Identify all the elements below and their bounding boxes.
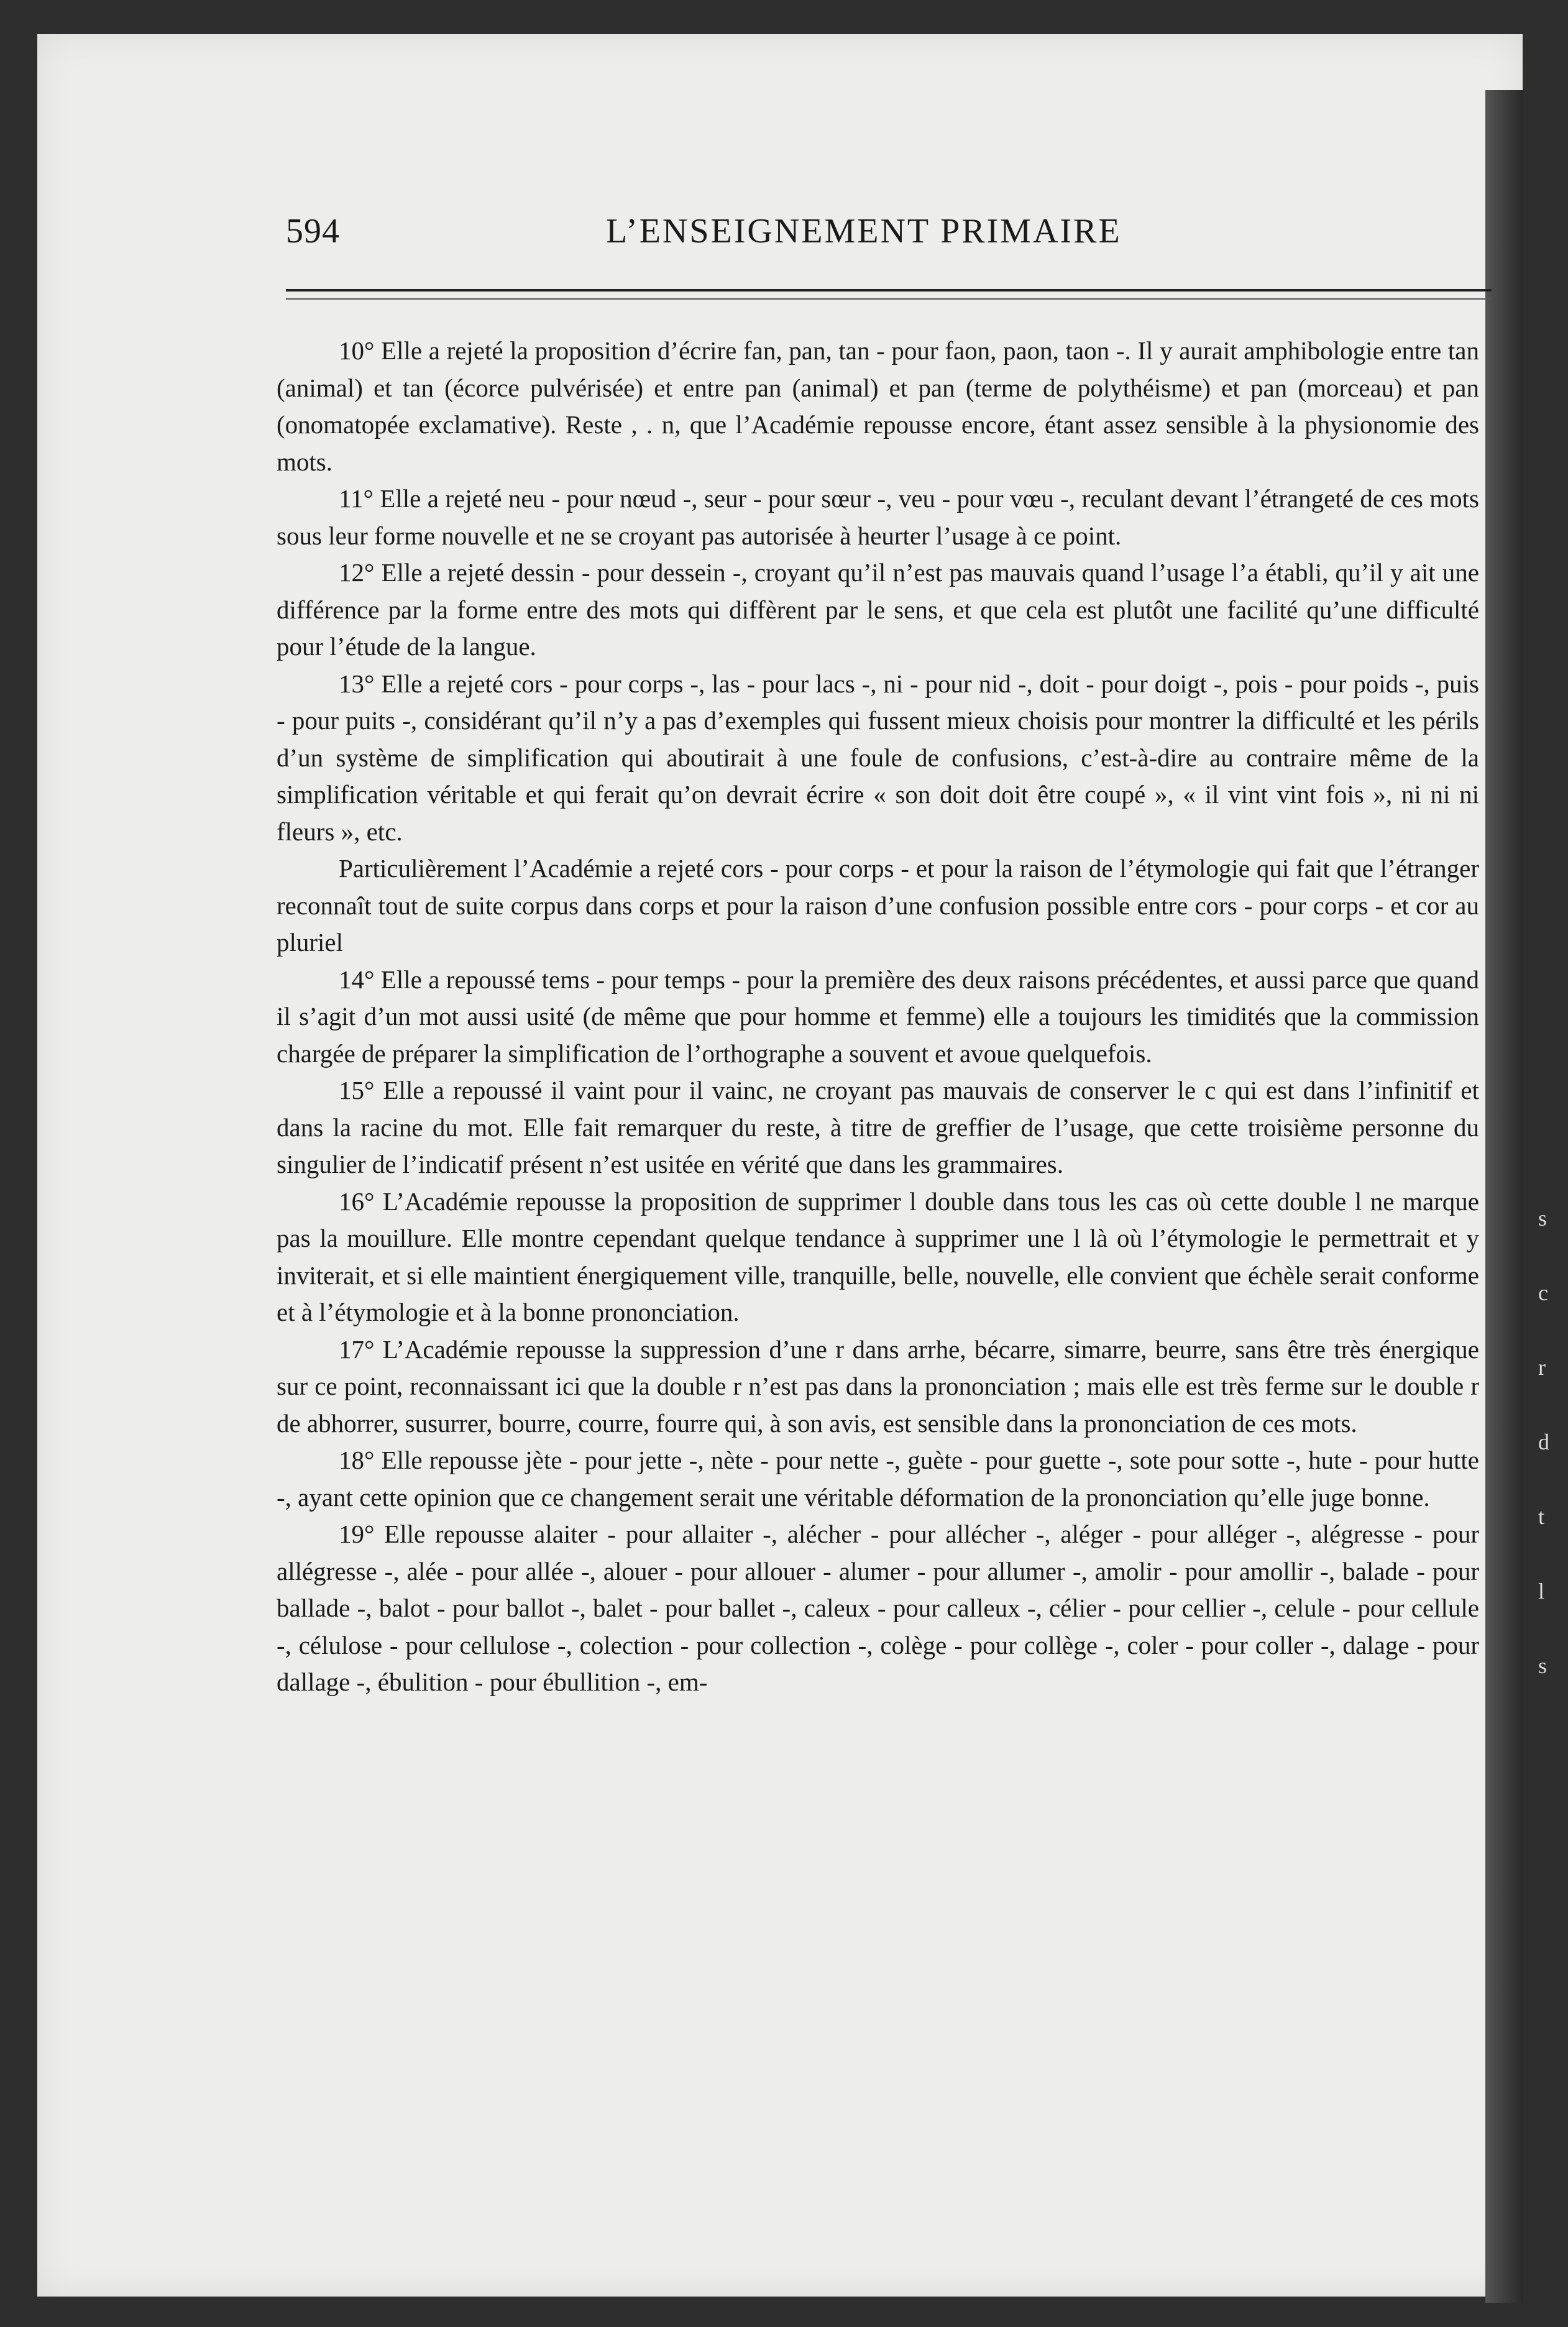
paragraph-10: 10° Elle a rejeté la proposition d’écrire fan, pan, tan - pour faon, paon, taon -. Il y aurait amphibologie entre tan (animal) et tan (écorce pulvérisée) et entre pan (animal) et pan (terme de polythéisme) et pan (morceau) et pan (onomatopée exclamative). Reste , . n, que l’Académie repousse encore, étant assez sensible à la physionomie des mots. (277, 336, 1479, 476)
margin-mark: d (1538, 1430, 1549, 1454)
margin-mark: r (1538, 1355, 1546, 1380)
paragraph-14: 14° Elle a repoussé tems - pour temps - pour la première des deux raisons précédentes, et aussi parce que quand il s’agit d’un mot aussi usité (de même que pour homme et femme) elle a toujours les timidités que la commission chargée de préparer la simplification de l’orthographe a souvent et avoue quelquefois. (277, 965, 1479, 1068)
body-text (277, 333, 1479, 1701)
paragraph-11: 11° Elle a rejeté neu - pour nœud -, seur - pour sœur -, veu - pour vœu -, reculant devant l’étrangeté de ces mots sous leur forme nouvelle et ne se croyant pas autorisée à heurter l’usage à ce point. (277, 484, 1479, 550)
paragraph-16: 16° L’Académie repousse la proposition de supprimer l double dans tous les cas où cette double l ne marque pas la mouillure. Elle montre cependant quelque tendance à supprimer une l là où l’étymologie le permettrait et y inviterait, et si elle maintient énergiquement ville, tranquille, belle, nouvelle, elle convient que échèle serait conforme et à l’étymologie et à la bonne prononciation. (277, 1186, 1479, 1326)
paragraph-15: 15° Elle a repoussé il vaint pour il vainc, ne croyant pas mauvais de conserver le c qui est dans l’infinitif et dans la racine du mot. Elle fait remarquer du reste, à titre de greffier de l’usage, que cette troisième personne du singulier de l’indicatif présent n’est usitée en vérité que dans les grammaires. (277, 1076, 1479, 1178)
margin-mark: t (1538, 1504, 1545, 1529)
paragraph-18: 18° Elle repousse jète - pour jette -, nète - pour nette -, guète - pour guette -, sote pour sotte -, hute - pour hutte -, ayant cette opinion que ce changement serait une véritable déformation de la prononciation qu’elle juge bonne. (277, 1446, 1479, 1512)
header-rule-thin (286, 298, 1492, 300)
page-number: 594 (286, 212, 340, 250)
spine-margin-marks (1538, 1181, 1563, 1703)
book-spine (1485, 90, 1523, 2303)
paragraph-17: 17° L’Académie repousse la suppression d’une r dans arrhe, bécarre, simarre, beurre, sans être très énergique sur ce point, reconnaissant ici que la double r n’est pas dans la prononciation ; mais elle est très ferme sur le double r de abhorrer, susurrer, bourre, courre, fourre qui, à son avis, est sensible dans la prononciation de ces mots. (277, 1334, 1479, 1438)
page-header (249, 211, 1492, 261)
header-rule (286, 289, 1492, 291)
paragraph-19: 19° Elle repousse alaiter - pour allaiter -, alécher - pour allécher -, aléger - pour alléger -, alégresse - pour allégresse -, alée - pour allée -, alouer - pour allouer - alumer - pour allumer -, amolir - pour amollir -, balade - pour ballade -, balot - pour ballot -, balet - pour ballet -, caleux - pour calleux -, célier - pour cellier -, celule - pour cellule -, célulose - pour cellulose -, colection - pour collection -, colège - pour collège -, coler - pour coller -, dalage - pour dallage -, ébulition - pour ébullition -, em- (277, 1520, 1479, 1696)
paragraph-13: 13° Elle a rejeté cors - pour corps -, las - pour lacs -, ni - pour nid -, doit - pour doigt -, pois - pour poids -, puis - pour puits -, considérant qu’il n’y a pas d’exemples qui fussent mieux choisis pour montrer la difficulté et les périls d’un système de simplification qui aboutirait à une foule de confusions, c’est-à-dire au contraire même de la simplification véritable et qui ferait qu’on devrait écrire « son doit doit être coupé », « il vint vint fois », ni ni ni fleurs », etc. (277, 669, 1479, 846)
paragraph-13-continued: Particulièrement l’Académie a rejeté cors - pour corps - et pour la raison de l’étymologie qui fait que l’étranger reconnaît tout de suite corpus dans corps et pour la raison d’une confusion possible entre cors - pour corps - et cor au pluriel (277, 854, 1479, 957)
margin-mark: l (1538, 1579, 1545, 1604)
margin-mark: c (1538, 1280, 1548, 1305)
paragraph-12: 12° Elle a rejeté dessin - pour dessein -, croyant qu’il n’est pas mauvais quand l’usage l’a établi, qu’il y ait une différence par la forme entre des mots qui diffèrent par le sens, et que cela est plutôt une facilité qu’une difficulté pour l’étude de la langue. (277, 558, 1479, 661)
margin-mark: s (1538, 1206, 1547, 1231)
running-title: L’ENSEIGNEMENT PRIMAIRE (606, 212, 1122, 250)
margin-mark: s (1538, 1653, 1547, 1678)
